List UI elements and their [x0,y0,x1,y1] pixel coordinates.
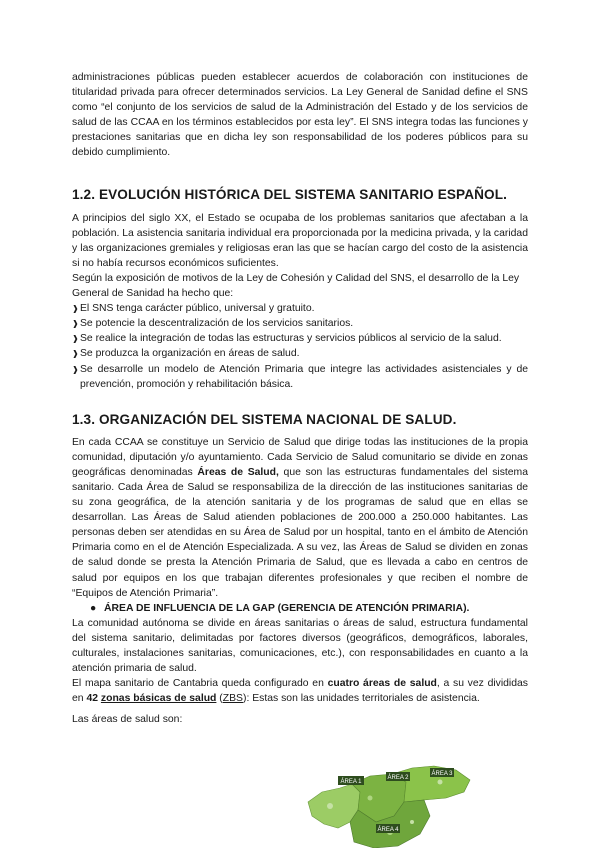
list-item-text: El SNS tenga carácter público, universal y gratuito. [80,303,315,315]
list-item [72,316,528,331]
text-run: El mapa sanitario de Cantabria queda configurado en [72,678,328,690]
text-run: ( [216,693,223,705]
zbs-term: zonas básicas de salud [100,693,217,705]
gap-subheading [90,601,528,616]
document-page [72,70,528,727]
map-area-label: ÁREA 2 [387,775,409,781]
section-1-2-paragraph-1: A principios del siglo XX, el Estado se ocupaba de los problemas sanitarios que afectaban a la población. La asistencia sanitaria individual era proporcionada por la medicina privada, y la caridad y las organizaciones gremiales y religiosas eran las que se hacían cargo del costo de la asistencia si no había recursos económicos suficientes. [72,212,528,269]
bullet-arrow-icon: ❱ [72,349,79,359]
text-run: que son las estructuras fundamentales del sistema sanitario. Cada Área de Salud se responsabiliza de la dirección de las instituciones sanitarias de su zona geográfica, de la atención sanitaria y de los programas de salud que en ellas se desarrollan. Las Áreas de Salud atienden poblaciones de 200.000 a 250.000 habitantes. Las personas deben ser atendidas en su Área de Salud por un hospital, tanto en el ámbito de Atención Primaria como en el de Atención Especializada. A su vez, las Áreas de Salud se dividen en zonas de salud donde se presta la Atención Primaria de Salud, que es llevada a cabo en centros de salud por equipos en los que trabajan diferentes profesionales y que reciben el nombre de “Equipos de Atención Primaria”. [72,466,528,599]
list-item [72,331,528,346]
section-1-3-paragraph-3 [72,676,528,706]
bullet-arrow-icon: ❱ [72,334,79,344]
list-item-text: Se produzca la organización en áreas de salud. [80,348,300,360]
text-run: En cada CCAA se constituye un Servicio de Salud que dirige todas las instituciones de la propia comunidad, diputación y/o ayuntamiento. Cada Servicio de Salud comunitario se divide en zonas geográficas denominadas [72,436,528,478]
map-area-label: ÁREA 3 [431,771,453,777]
section-1-2-paragraph-2: Según la exposición de motivos de la Ley de Cohesión y Calidad del SNS, el desarrollo de la Ley General de Sanidad ha hecho que: [72,272,520,300]
areas-intro-text: Las áreas de salud son: [72,714,183,726]
intro-paragraph: administraciones públicas pueden establecer acuerdos de colaboración con instituciones de titularidad privada para ofrecer determinados servicios. La Ley General de Sanidad define el SNS como “el conjunto de los servicios de salud de la Administración del Estado y de los servicios de salud de las CCAA en los términos establecidos por esta ley”. El SNS integra todas las funciones y prestaciones sanitarias que en dicha ley son responsabilidad de los poderes públicos para su debido cumplimiento. [72,72,528,159]
areas-de-salud-term: Áreas de Salud, [197,466,279,478]
list-item-text: Se desarrolle un modelo de Atención Primaria que integre las actividades asistenciales y de prevención, promoción y rehabilitación básica. [80,363,528,390]
list-item [72,362,528,392]
bullet-arrow-icon: ❱ [72,364,79,374]
section-1-3-heading: 1.3. ORGANIZACIÓN DEL SISTEMA NACIONAL DE SALUD. [72,411,457,427]
zbs-count: 42 [86,693,99,705]
list-item [72,346,528,361]
text-run: , a su vez divididas en [72,678,528,705]
list-item-text: Se realice la integración de todas las estructuras y servicios públicos al servicio de la salud. [80,333,502,345]
map-area-label: ÁREA 1 [340,779,362,785]
section-1-2-heading: 1.2. EVOLUCIÓN HISTÓRICA DEL SISTEMA SANITARIO ESPAÑOL. [72,186,508,202]
map-area-label: ÁREA 4 [377,827,399,833]
list-item [72,301,528,316]
list-item-text: Se potencie la descentralización de los servicios sanitarios. [80,318,354,330]
zbs-abbreviation: ZBS [222,693,243,705]
cantabria-health-areas-map [300,762,480,848]
text-run: ): Estas son las unidades territoriales de asistencia. [242,693,480,705]
section-1-3-paragraph-2: La comunidad autónoma se divide en áreas sanitarias o áreas de salud, estructura fundamental del sistema sanitario, delimitadas por factores diversos (geográficos, demográficos, laborales, culturales, instalaciones sanitarias, comunicaciones, etc.), con responsabilidades en cuanto a la atención primaria de salud. [72,617,528,675]
gap-subheading-text: ÁREA DE INFLUENCIA DE LA GAP (GERENCIA DE ATENCIÓN PRIMARIA). [104,602,470,614]
bullet-arrow-icon: ❱ [72,319,79,329]
cuatro-areas-term: cuatro áreas de salud [327,678,437,690]
section-1-3-paragraph-1 [72,435,528,601]
bullet-dot-icon: ● [90,602,97,614]
bullet-arrow-icon: ❱ [72,304,79,314]
